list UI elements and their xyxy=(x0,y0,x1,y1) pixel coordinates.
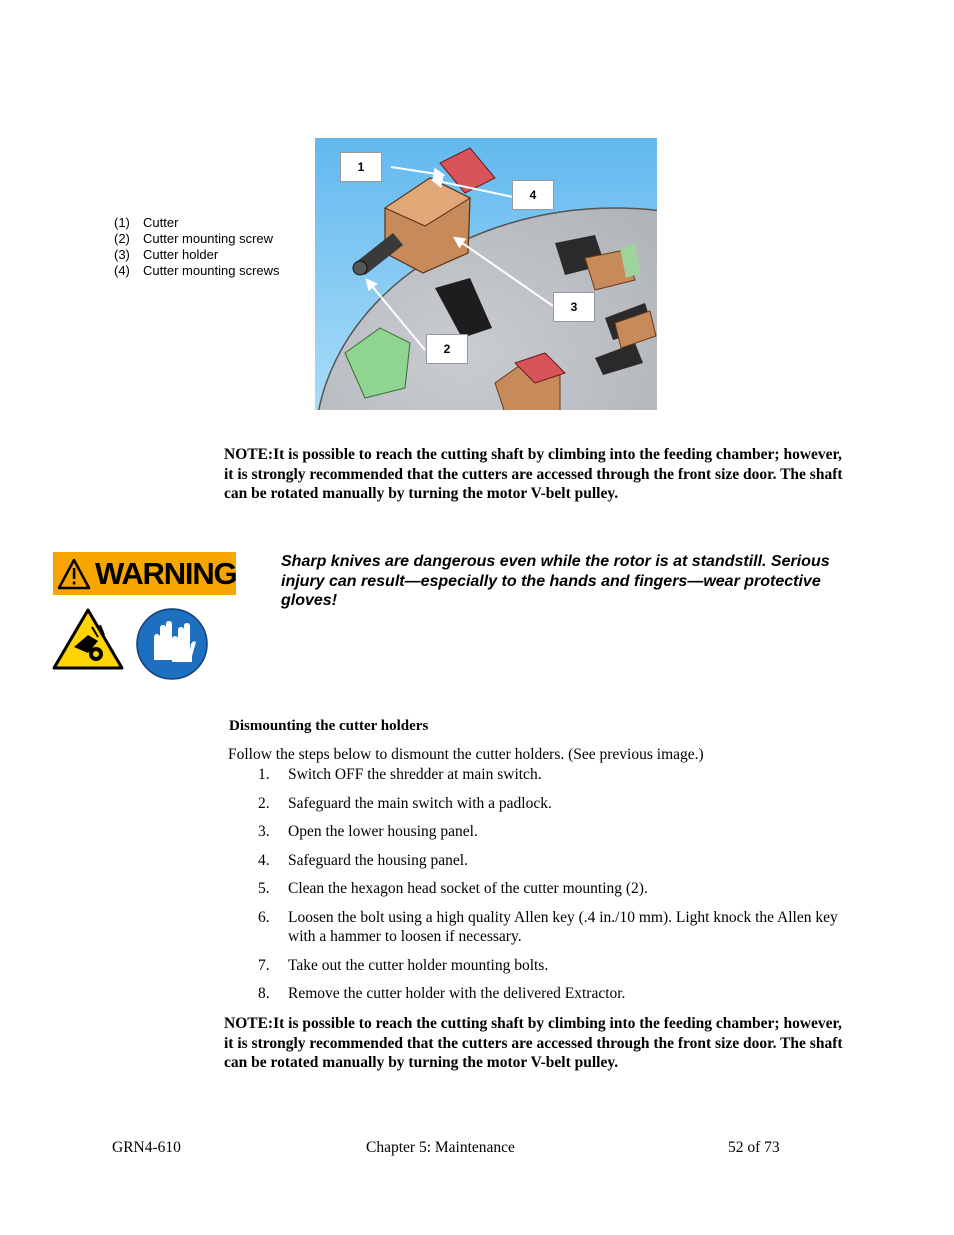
list-item: 2. Safeguard the main switch with a padlock. xyxy=(258,794,552,812)
list-item: 5. Clean the hexagon head socket of the cutter mounting (2). xyxy=(258,880,648,897)
note-label: NOTE: xyxy=(224,446,274,463)
legend-item: (2) Cutter mounting screw xyxy=(114,231,274,246)
note-text: It is possible to reach the cutting shaft by climbing into the feeding chamber; however, it is strongly recommended that the cutters are accessed through the front size door. The shaft can be rotated manually by turning the motor V-belt pulley. xyxy=(224,1015,843,1071)
legend-item: (3) Cutter holder xyxy=(114,247,219,262)
list-item: 4. Safeguard the housing panel. xyxy=(258,851,468,869)
callout-label: 3 xyxy=(553,292,595,322)
list-item: 8. Remove the cutter holder with the delivered Extractor. xyxy=(258,985,626,1002)
list-item: 7. Take out the cutter holder mounting bolts. xyxy=(258,956,549,974)
cutter-shaft-illustration xyxy=(315,138,657,410)
hand-cut-hazard-icon xyxy=(52,607,124,671)
list-item: 6. Loosen the bolt using a high quality Allen key (.4 in./10 mm). Light knock the Allen key with a hammer to loosen if necessary. xyxy=(258,908,838,945)
note-label: NOTE: xyxy=(224,1015,274,1032)
section-intro: Follow the steps below to dismount the cutter holders. (See previous image.) xyxy=(228,746,704,763)
list-item: 1. Switch OFF the shredder at main switch. xyxy=(258,766,542,783)
list-item: 3. Open the lower housing panel. xyxy=(258,823,478,840)
note-text: It is possible to reach the cutting shaft by climbing into the feeding chamber; however, it is strongly recommended that the cutters are accessed through the front size door. The shaft can be rotated manually by turning the motor V-belt pulley. xyxy=(224,446,843,502)
callout-label: 1 xyxy=(340,152,382,182)
warning-sign xyxy=(53,552,236,595)
section-heading: Dismounting the cutter holders xyxy=(229,718,429,734)
footer-page-number: 52 of 73 xyxy=(728,1139,780,1156)
protective-gloves-icon xyxy=(136,608,208,680)
warning-message: Sharp knives are dangerous even while the rotor is at standstill. Serious injury can result—especially to the hands and fingers—wear protective gloves! xyxy=(281,553,830,609)
figure-legend xyxy=(114,215,304,279)
note-block xyxy=(224,445,844,504)
callout-label: 2 xyxy=(426,334,468,364)
callout-label: 4 xyxy=(512,180,554,210)
footer-doc-id: GRN4-610 xyxy=(112,1139,181,1156)
note-block xyxy=(224,1014,844,1073)
footer-chapter: Chapter 5: Maintenance xyxy=(366,1139,515,1156)
legend-item: (4) Cutter mounting screws xyxy=(114,263,280,278)
legend-item: (1) Cutter xyxy=(114,215,179,230)
warning-sign-text: WARNING xyxy=(95,556,237,591)
step-list xyxy=(228,765,848,1013)
